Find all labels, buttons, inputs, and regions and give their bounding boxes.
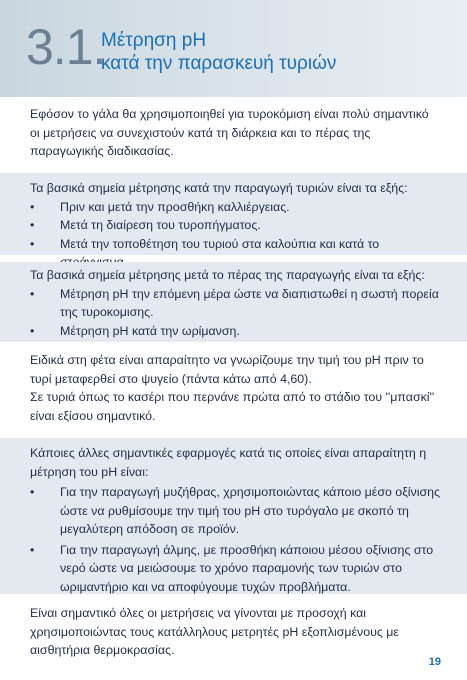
production-points-lead: Τα βασικά σημεία μέτρησης κατά την παραγωγή τυριών είναι τα εξής: — [30, 181, 408, 195]
closing-block — [0, 598, 467, 657]
page-number: 19 — [428, 656, 441, 668]
other-applications-list — [30, 483, 441, 596]
other-applications-lead: Κάποιες άλλες σημαντικές εφαρμογές κατά τις οποίες είναι απαραίτητη η μέτρηση του pH είναι: — [30, 446, 427, 479]
production-points-block — [0, 173, 467, 255]
intro-block — [0, 97, 467, 169]
list-item: • Μετά την τοποθέτηση του τυριού στα καλούπια και κατά το — [30, 235, 441, 272]
feta-note-block — [0, 347, 467, 433]
feta-note-line1: Ειδικά στη φέτα είναι απαραίτητο να γνωρίζουμε την τιμή του pH πριν το τυρί μεταφερθεί στο ψυγείο (πάντα κάτω από 4,60). — [30, 353, 424, 386]
closing-paragraph: Είναι σημαντικό όλες οι μετρήσεις να γίνονται με προσοχή και χρησιμοποιώντας τους κατάλληλους μετρητές pH εξοπλισμένους με αισθητήρια θερμοκρασίας. — [30, 606, 399, 657]
post-production-points-list — [30, 285, 441, 341]
post-production-points-lead: Τα βασικά σημεία μέτρησης μετά το πέρας της παραγωγής είναι τα εξής: — [30, 268, 425, 282]
feta-note-line2: Σε τυριά όπως το κασέρι που περνάνε πρώτα από το στάδιο του ''μπασκί'' είναι εξίσου σημαντικό. — [30, 390, 435, 423]
list-item: • Μέτρηση pH την επόμενη μέρα ώστε να διαπιστωθεί η σωστή πορεία της τυροκομισης. — [30, 285, 441, 322]
section-header — [0, 0, 467, 97]
list-item: • Πριν και μετά την προσθήκη καλλιέργειας. — [30, 198, 441, 217]
production-points-list — [30, 198, 441, 272]
other-applications-block — [0, 438, 467, 594]
list-item: • Μετά τη διαίρεση του τυροπήγματος. — [30, 216, 441, 235]
post-production-points-block — [0, 262, 467, 342]
list-item: • Για την παραγωγή άλμης, με προσθήκη κάποιου μέσου οξίνισης στο νερό ώστε να μειώσουμε το χρόνο παραμονής των τυριών στο ωριμαντήριο και να αποφύγουμε τυχών προβλήματα. — [30, 541, 441, 597]
section-title-line2: κατά την παρασκευή τυριών — [101, 53, 337, 74]
section-number: 3.1. — [26, 19, 106, 75]
list-item: • Για την παραγωγή μυζήθρας, χρησιμοποιώντας κάποιο μέσο οξίνισης ώστε να ρυθμίσουμε την τιμή του pH στο τυρόγαλο με σκοπό τη μεγαλύτερη απόδοση σε προϊόν. — [30, 483, 441, 539]
intro-paragraph: Εφόσον το γάλα θα χρησιμοποιηθεί για τυροκόμιση είναι πολύ σημαντικό οι μετρήσεις να συνεχιστούν κατά τη διάρκεια και το πέρας της παραγωγικής διαδικασίας. — [30, 107, 429, 158]
section-title-line1: Μέτρηση pH — [101, 30, 207, 51]
list-item: • Μέτρηση pH κατά την ωρίμανση. — [30, 322, 441, 341]
